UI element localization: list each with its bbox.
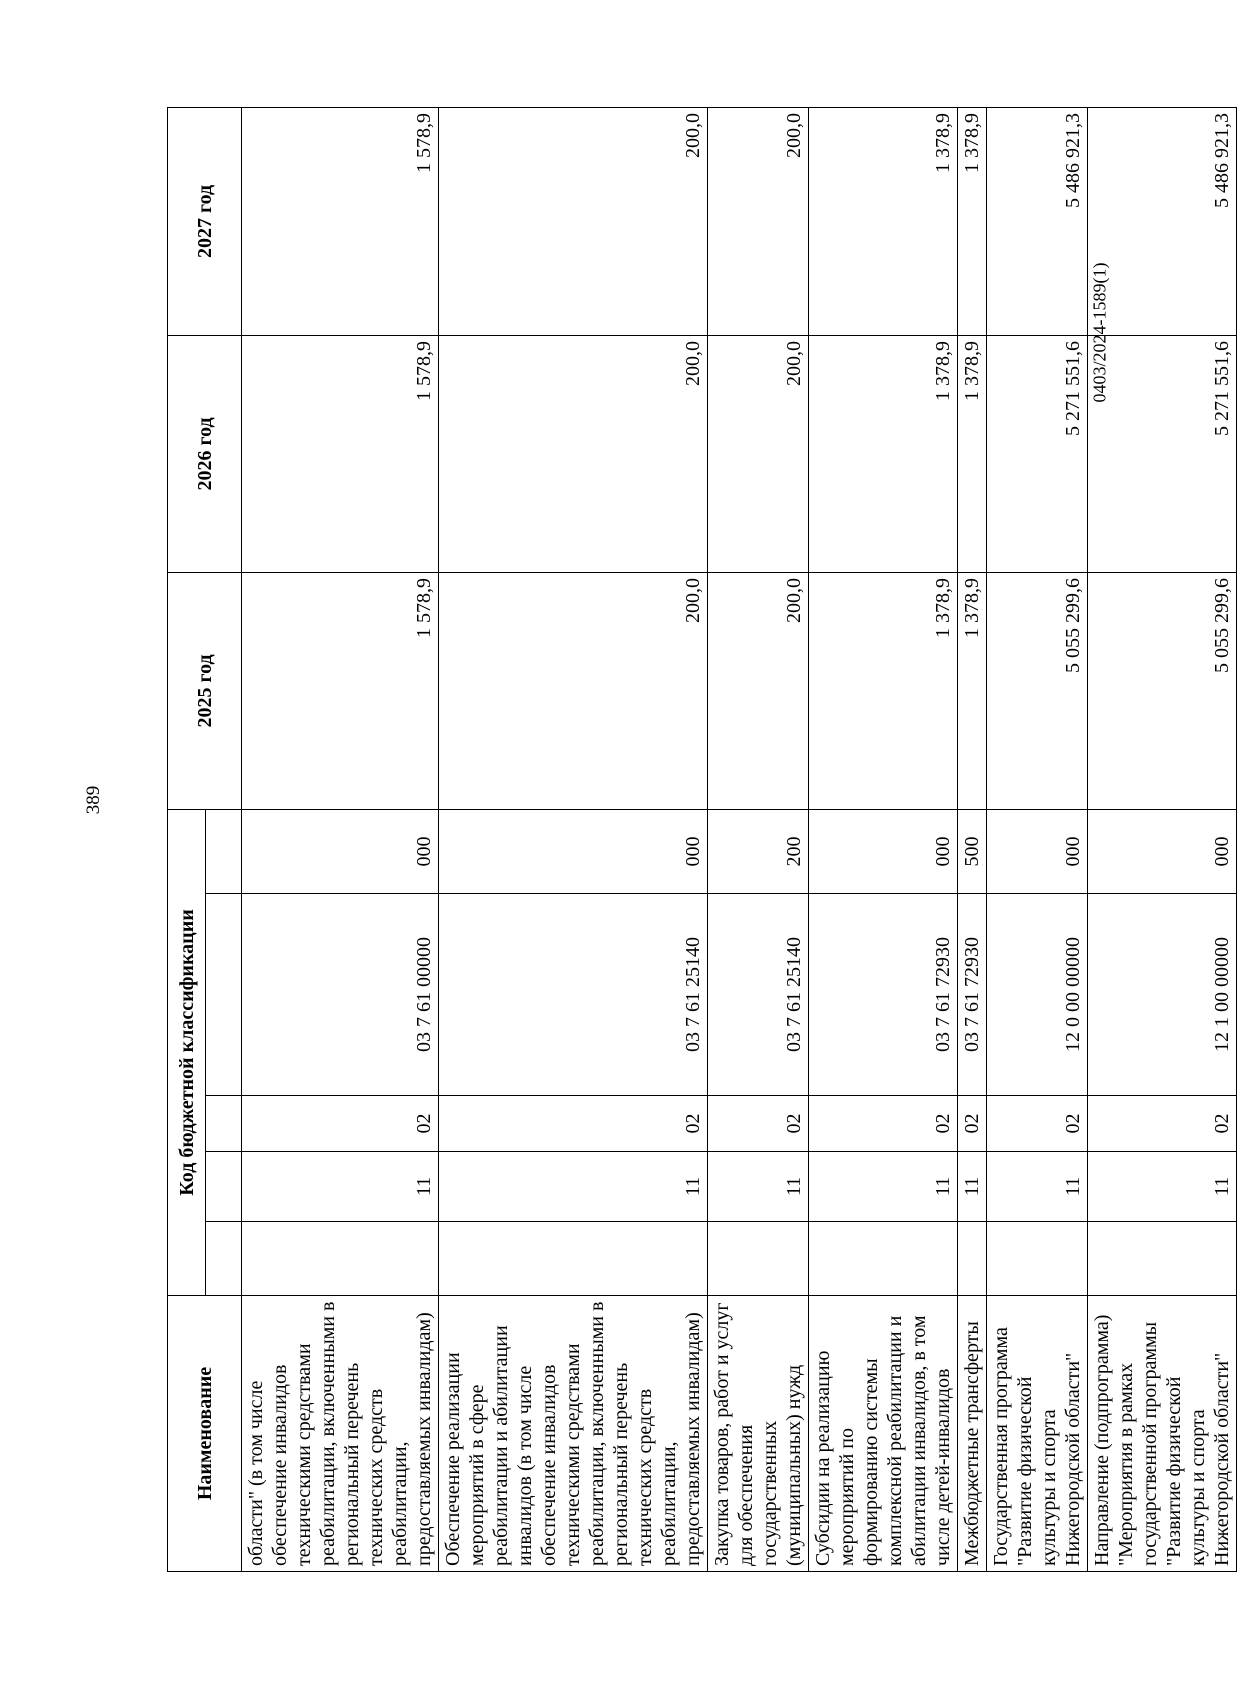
header-code-group: Код бюджетной классификации bbox=[168, 809, 206, 1295]
table-row bbox=[1088, 107, 1237, 1571]
value-2026: 1 578,9 bbox=[242, 335, 439, 572]
code-expense-type: 000 bbox=[439, 809, 708, 893]
code-section: 11 bbox=[439, 1152, 708, 1222]
code-empty bbox=[809, 1222, 958, 1296]
code-subsection: 02 bbox=[958, 1096, 987, 1152]
value-2027: 200,0 bbox=[439, 107, 708, 335]
row-name: Обеспечение реализации мероприятий в сфере реабилитации и абилитации инвалидов (в том числе обеспечение инвалидов техническими средствами реабилитации, включенными в региональный перечень технических средств реабилитации, предоставляемых инвалидам) bbox=[439, 1296, 708, 1572]
code-section: 11 bbox=[809, 1152, 958, 1222]
code-section: 11 bbox=[708, 1152, 809, 1222]
table-row bbox=[987, 107, 1088, 1571]
code-target-article: 03 7 61 25140 bbox=[439, 894, 708, 1096]
code-subsection: 02 bbox=[439, 1096, 708, 1152]
value-2026: 1 378,9 bbox=[809, 335, 958, 572]
header-code-sub bbox=[206, 1152, 242, 1222]
row-name: Государственная программа "Развитие физической культуры и спорта Нижегородской области" bbox=[987, 1296, 1088, 1572]
code-empty bbox=[958, 1222, 987, 1296]
code-expense-type: 000 bbox=[1088, 809, 1237, 893]
code-target-article: 03 7 61 25140 bbox=[708, 894, 809, 1096]
value-2027: 1 578,9 bbox=[242, 107, 439, 335]
row-name: Направление (подпрограмма) "Мероприятия в рамках государственной программы "Развитие физической культуры и спорта Нижегородской области" bbox=[1088, 1296, 1237, 1572]
code-section: 11 bbox=[1088, 1152, 1237, 1222]
value-2025: 5 055 299,6 bbox=[987, 572, 1088, 809]
value-2026: 200,0 bbox=[439, 335, 708, 572]
code-section: 11 bbox=[987, 1152, 1088, 1222]
code-expense-type: 000 bbox=[242, 809, 439, 893]
header-year-2025: 2025 год bbox=[168, 572, 242, 809]
code-expense-type: 000 bbox=[987, 809, 1088, 893]
header-code-sub bbox=[206, 809, 242, 893]
table-row bbox=[958, 107, 987, 1571]
code-target-article: 03 7 61 72930 bbox=[958, 894, 987, 1096]
value-2025: 200,0 bbox=[439, 572, 708, 809]
code-subsection: 02 bbox=[809, 1096, 958, 1152]
code-expense-type: 000 bbox=[809, 809, 958, 893]
value-2025: 1 378,9 bbox=[958, 572, 987, 809]
value-2026: 5 271 551,6 bbox=[1088, 335, 1237, 572]
code-empty bbox=[987, 1222, 1088, 1296]
table-row bbox=[809, 107, 958, 1571]
value-2027: 200,0 bbox=[708, 107, 809, 335]
code-subsection: 02 bbox=[242, 1096, 439, 1152]
header-year-2026: 2026 год bbox=[168, 335, 242, 572]
value-2027: 5 486 921,3 bbox=[987, 107, 1088, 335]
code-expense-type: 500 bbox=[958, 809, 987, 893]
code-empty bbox=[1088, 1222, 1237, 1296]
value-2025: 5 055 299,6 bbox=[1088, 572, 1237, 809]
code-section: 11 bbox=[242, 1152, 439, 1222]
code-subsection: 02 bbox=[1088, 1096, 1237, 1152]
value-2027: 1 378,9 bbox=[809, 107, 958, 335]
header-name: Наименование bbox=[168, 1296, 242, 1572]
page-number: 389 bbox=[83, 785, 104, 815]
code-target-article: 03 7 61 00000 bbox=[242, 894, 439, 1096]
row-name: Закупка товаров, работ и услуг для обеспечения государственных (муниципальных) нужд bbox=[708, 1296, 809, 1572]
code-empty bbox=[242, 1222, 439, 1296]
row-name: области" (в том числе обеспечение инвалидов техническими средствами реабилитации, включенными в региональный перечень технических средств реабилитации, предоставляемых инвалидам) bbox=[242, 1296, 439, 1572]
value-2026: 5 271 551,6 bbox=[987, 335, 1088, 572]
table-row bbox=[242, 107, 439, 1571]
value-2026: 1 378,9 bbox=[958, 335, 987, 572]
value-2025: 1 378,9 bbox=[809, 572, 958, 809]
code-subsection: 02 bbox=[708, 1096, 809, 1152]
value-2027: 1 378,9 bbox=[958, 107, 987, 335]
header-code-sub bbox=[206, 1222, 242, 1296]
code-empty bbox=[439, 1222, 708, 1296]
code-expense-type: 200 bbox=[708, 809, 809, 893]
header-year-2027: 2027 год bbox=[168, 107, 242, 335]
code-target-article: 03 7 61 72930 bbox=[809, 894, 958, 1096]
value-2025: 1 578,9 bbox=[242, 572, 439, 809]
header-code-sub bbox=[206, 894, 242, 1096]
value-2025: 200,0 bbox=[708, 572, 809, 809]
document-code: 0403/2024-1589(1) bbox=[1089, 262, 1110, 403]
code-subsection: 02 bbox=[987, 1096, 1088, 1152]
budget-table bbox=[167, 107, 1237, 1572]
table-row bbox=[439, 107, 708, 1571]
code-target-article: 12 1 00 00000 bbox=[1088, 894, 1237, 1096]
table-row bbox=[708, 107, 809, 1571]
table-header bbox=[168, 107, 242, 1571]
code-target-article: 12 0 00 00000 bbox=[987, 894, 1088, 1096]
row-name: Межбюджетные трансферты bbox=[958, 1296, 987, 1572]
header-code-sub bbox=[206, 1096, 242, 1152]
code-empty bbox=[708, 1222, 809, 1296]
code-section: 11 bbox=[958, 1152, 987, 1222]
value-2027: 5 486 921,3 bbox=[1088, 107, 1237, 335]
row-name: Субсидии на реализацию мероприятий по формированию системы комплексной реабилитации и абилитации инвалидов, в том числе детей-инвалидов bbox=[809, 1296, 958, 1572]
value-2026: 200,0 bbox=[708, 335, 809, 572]
